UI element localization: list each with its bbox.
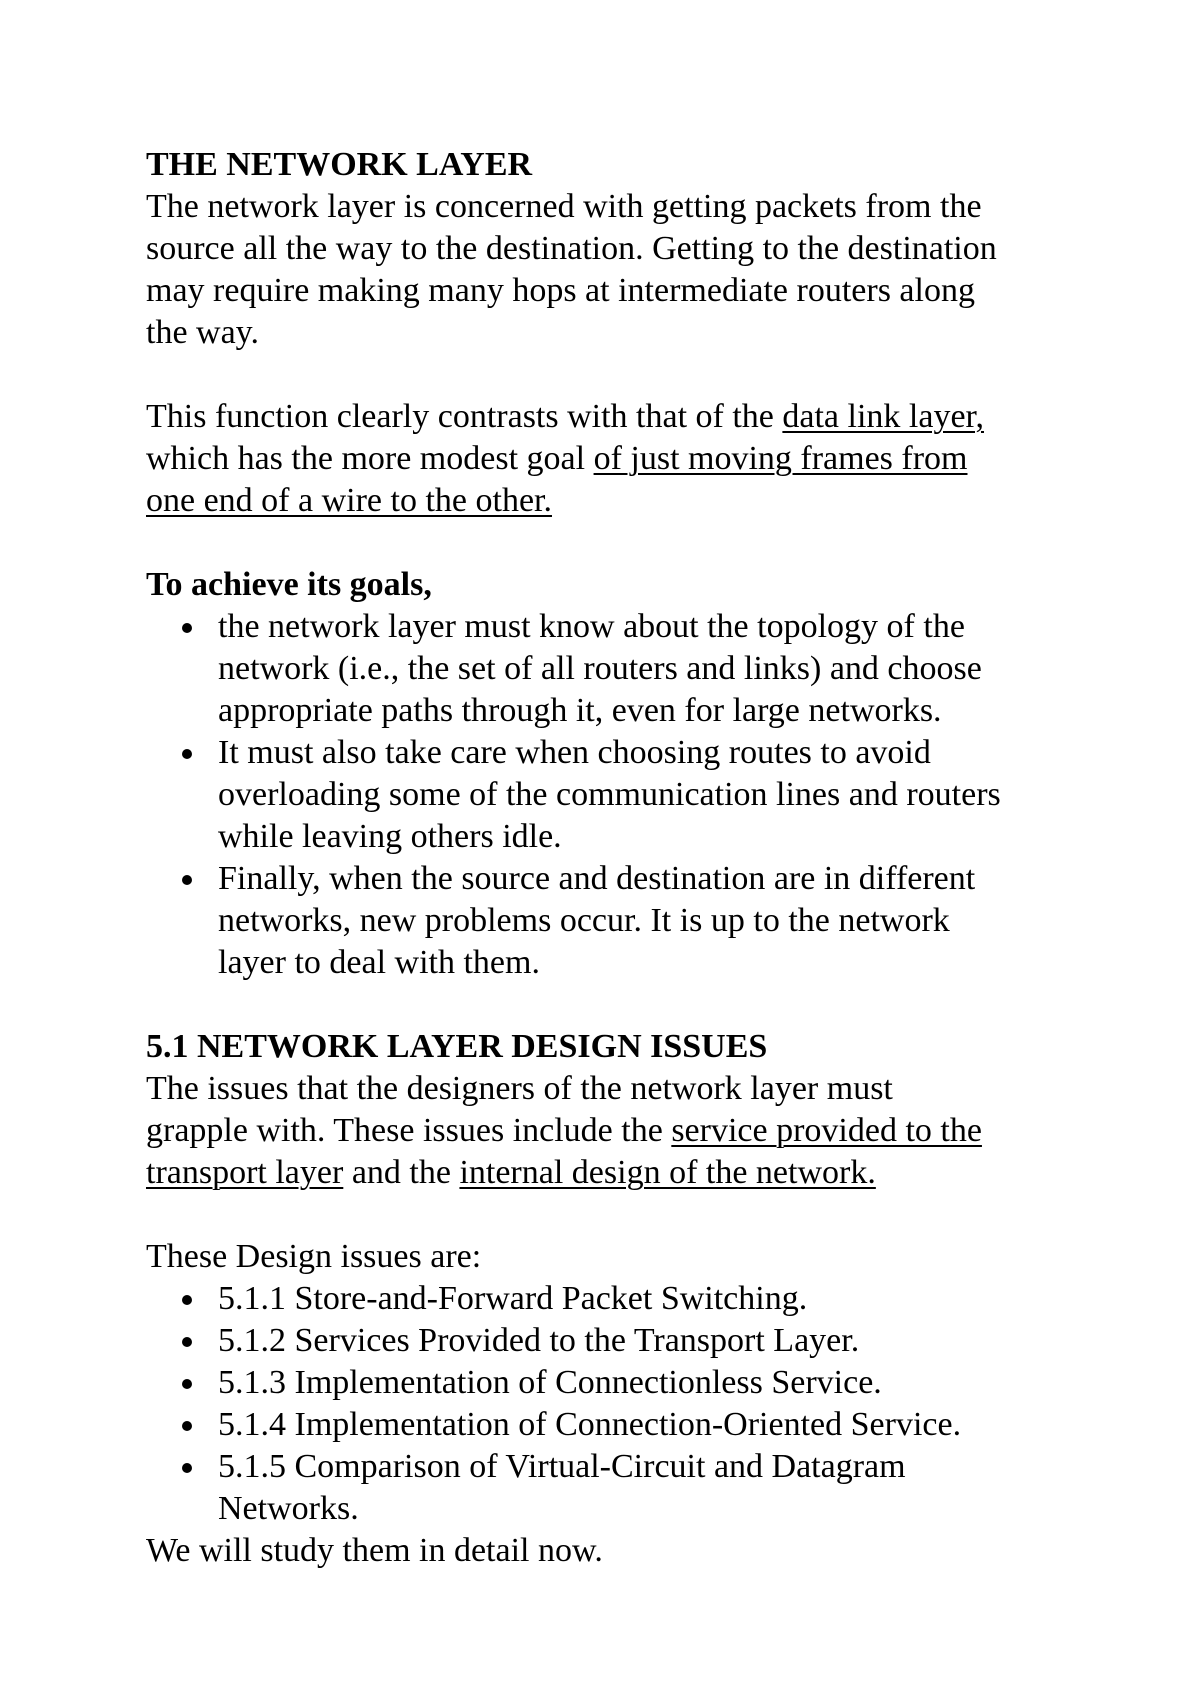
contrast-paragraph xyxy=(146,396,1086,522)
paragraph-line: The network layer is concerned with getting packets from the xyxy=(146,188,982,225)
list-item-line: It must also take care when choosing routes to avoid xyxy=(218,734,931,771)
list-item xyxy=(146,1320,1086,1362)
paragraph-text: This function clearly contrasts with that of the xyxy=(146,398,783,435)
paragraph-spacer xyxy=(146,1194,1086,1236)
paragraph-text: which has the more modest goal xyxy=(146,440,594,477)
paragraph-line: the way. xyxy=(146,314,259,351)
list-item-line: Finally, when the source and destination are in different xyxy=(218,860,976,897)
list-item-line: Networks. xyxy=(218,1490,359,1527)
list-item-line: appropriate paths through it, even for large networks. xyxy=(218,692,942,729)
design-issues-list xyxy=(146,1278,1086,1530)
design-issues-intro xyxy=(146,1068,1086,1194)
bullet-icon xyxy=(182,1463,192,1473)
paragraph-line xyxy=(146,396,1086,438)
underlined-phrase: internal design of the network. xyxy=(459,1154,876,1191)
paragraph-line: may require making many hops at intermediate routers along xyxy=(146,272,975,309)
list-item-line: networks, new problems occur. It is up to the network xyxy=(218,902,950,939)
list-item-line: 5.1.5 Comparison of Virtual-Circuit and Datagram xyxy=(218,1448,906,1485)
underlined-term-data-link-layer: data link layer, xyxy=(782,398,984,435)
list-item-line: 5.1.3 Implementation of Connectionless Service. xyxy=(218,1364,882,1401)
list-item xyxy=(146,1362,1086,1404)
paragraph-line xyxy=(146,438,1086,480)
bullet-icon xyxy=(182,623,192,633)
paragraph-text: and the xyxy=(343,1154,460,1191)
document-page xyxy=(146,144,1086,1572)
paragraph-spacer xyxy=(146,354,1086,396)
section-heading-design-issues: 5.1 NETWORK LAYER DESIGN ISSUES xyxy=(146,1028,768,1065)
paragraph-line: The issues that the designers of the network layer must xyxy=(146,1070,893,1107)
intro-paragraph xyxy=(146,186,1086,354)
underlined-phrase: service provided to the xyxy=(671,1112,982,1149)
list-item-line: 5.1.1 Store-and-Forward Packet Switching. xyxy=(218,1280,808,1317)
bullet-icon xyxy=(182,749,192,759)
underlined-phrase: one end of a wire to the other. xyxy=(146,482,552,519)
list-item xyxy=(146,606,1086,732)
paragraph-line xyxy=(146,1152,1086,1194)
section-heading-network-layer: THE NETWORK LAYER xyxy=(146,146,533,183)
list-item xyxy=(146,732,1086,858)
underlined-phrase: of just moving frames from xyxy=(593,440,968,477)
paragraph-line xyxy=(146,1110,1086,1152)
list-item xyxy=(146,1278,1086,1320)
list-item xyxy=(146,1446,1086,1530)
bullet-icon xyxy=(182,1379,192,1389)
list-item-line: layer to deal with them. xyxy=(218,944,540,981)
bullet-icon xyxy=(182,875,192,885)
design-issues-list-heading: These Design issues are: xyxy=(146,1238,482,1275)
list-item xyxy=(146,1404,1086,1446)
list-item-line: 5.1.2 Services Provided to the Transport Layer. xyxy=(218,1322,860,1359)
goals-heading: To achieve its goals, xyxy=(146,566,432,603)
paragraph-text: grapple with. These issues include the xyxy=(146,1112,672,1149)
paragraph-line: source all the way to the destination. Getting to the destination xyxy=(146,230,997,267)
list-item xyxy=(146,858,1086,984)
list-item-line: network (i.e., the set of all routers and links) and choose xyxy=(218,650,982,687)
paragraph-line xyxy=(146,480,1086,522)
bullet-icon xyxy=(182,1295,192,1305)
list-item-line: the network layer must know about the topology of the xyxy=(218,608,965,645)
list-item-line: 5.1.4 Implementation of Connection-Oriented Service. xyxy=(218,1406,962,1443)
bullet-icon xyxy=(182,1337,192,1347)
bullet-icon xyxy=(182,1421,192,1431)
underlined-phrase: transport layer xyxy=(146,1154,344,1191)
goals-list xyxy=(146,606,1086,984)
list-item-line: while leaving others idle. xyxy=(218,818,562,855)
paragraph-spacer xyxy=(146,984,1086,1026)
list-item-line: overloading some of the communication lines and routers xyxy=(218,776,1001,813)
paragraph-spacer xyxy=(146,522,1086,564)
closing-sentence: We will study them in detail now. xyxy=(146,1532,603,1569)
